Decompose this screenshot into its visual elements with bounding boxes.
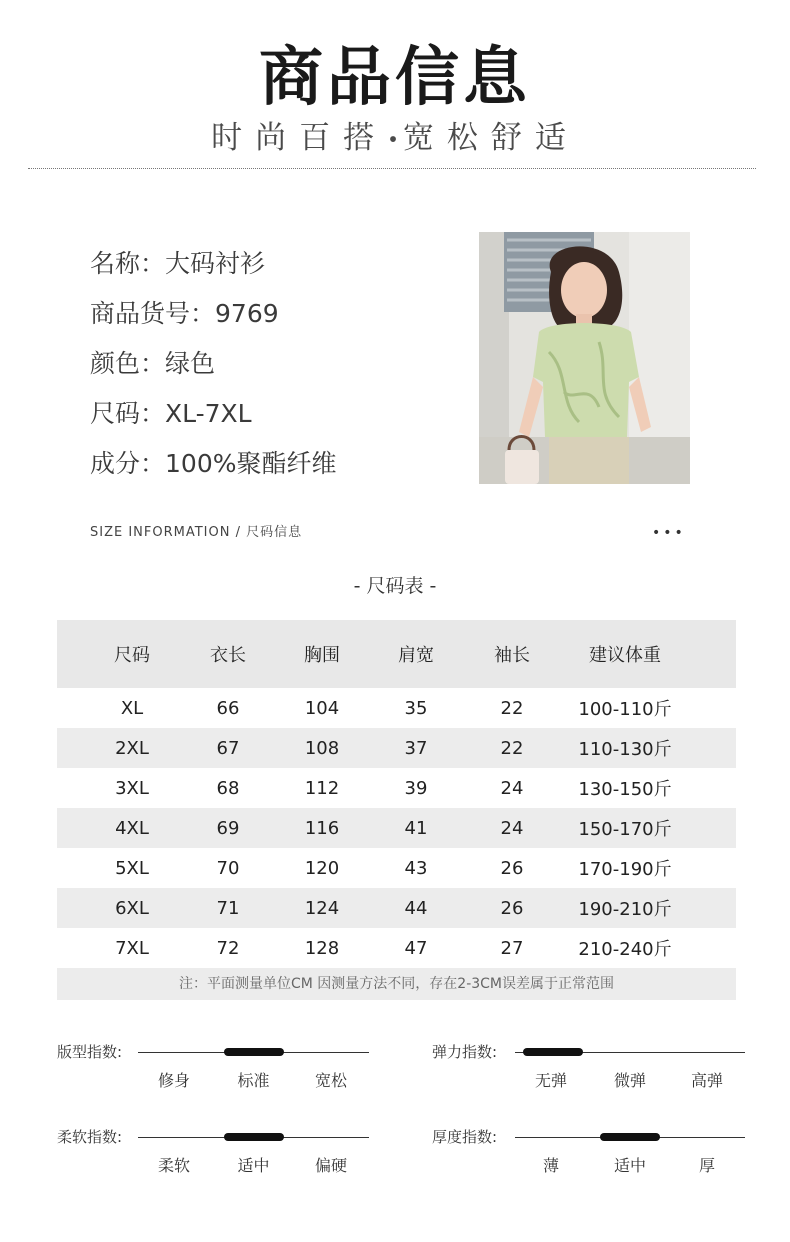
subtitle-dot: • [387,127,403,152]
index-option: 高弹 [690,1071,724,1090]
index-label: 版型指数: [57,1043,123,1061]
info-label: 尺码： [90,399,166,428]
info-row-material [90,444,337,494]
table-cell: 2XL [115,737,149,759]
table-cell: 108 [304,737,340,759]
index-label: 厚度指数: [432,1128,498,1146]
info-label: 颜色： [90,349,166,378]
index-selected-marker [523,1048,583,1056]
index-selected-marker [224,1048,284,1056]
table-row [57,688,736,728]
table-cell: 6XL [115,897,149,919]
column-header: 尺码 [114,645,150,666]
index-option: 适中 [237,1156,270,1175]
table-cell: 4XL [115,817,149,839]
info-value: 绿色 [165,349,216,378]
table-cell: 150-170斤 [578,819,672,840]
table-cell: 110-130斤 [578,739,672,760]
table-cell: 44 [404,897,428,919]
table-cell: 26 [500,897,524,919]
subtitle-right: 宽松舒适 [402,120,579,156]
column-header: 建议体重 [589,645,661,666]
size-table [57,620,736,1000]
page-title: 商品信息 [259,41,531,115]
index-option: 标准 [237,1071,270,1090]
table-cell: 170-190斤 [578,859,672,880]
table-cell: 112 [304,777,340,799]
column-header: 衣长 [210,645,246,666]
table-cell: 104 [304,697,340,719]
table-cell: 24 [500,817,524,839]
index-option: 修身 [157,1071,191,1090]
index-option: 薄 [542,1156,560,1175]
index-option: 柔软 [157,1156,191,1175]
table-cell: 37 [404,737,428,759]
column-header: 袖长 [494,645,530,666]
table-cell: 69 [216,817,240,839]
table-cell: XL [120,697,144,719]
table-cell: 72 [216,937,240,959]
info-row-color [90,344,337,394]
size-table-title: - 尺码表 - [353,575,437,597]
index-option: 适中 [613,1156,647,1175]
index-option: 厚 [698,1156,716,1175]
index-selected-marker [224,1133,284,1141]
table-cell: 39 [404,777,428,799]
table-cell: 47 [404,937,428,959]
table-cell: 43 [404,857,428,879]
index-selected-marker [600,1133,660,1141]
table-cell: 66 [216,697,240,719]
table-cell: 3XL [115,777,149,799]
table-cell: 27 [500,937,524,959]
info-row-size [90,394,337,444]
info-label: 成分： [90,449,166,478]
table-row [57,888,736,928]
table-cell: 67 [216,737,240,759]
table-cell: 130-150斤 [578,779,672,800]
table-cell: 100-110斤 [578,699,672,720]
table-cell: 26 [500,857,524,879]
table-cell: 210-240斤 [578,939,672,960]
index-option: 宽松 [314,1071,348,1090]
info-row-sku [90,294,337,344]
info-row-name [90,244,337,294]
info-value: 9769 [215,299,279,328]
page-subtitle [0,118,790,160]
info-value: 大码衬衫 [165,249,266,278]
table-cell: 68 [216,777,240,799]
info-label: 商品货号： [90,299,216,328]
column-header: 胸围 [304,645,340,666]
info-value: XL-7XL [165,399,252,428]
table-cell: 5XL [115,857,149,879]
table-row [57,928,736,968]
table-cell: 24 [500,777,524,799]
info-value: 100%聚酯纤维 [165,449,337,478]
table-cell: 41 [404,817,428,839]
subtitle-left: 时尚百搭 [211,120,388,156]
index-option: 无弹 [534,1071,568,1090]
table-cell: 124 [304,897,340,919]
table-cell: 128 [304,937,340,959]
index-label: 弹力指数: [432,1043,498,1061]
table-cell: 70 [216,857,240,879]
measurement-note: 注：平面测量单位CM 因测量方法不同，存在2-3CM误差属于正常范围 [57,968,736,1000]
table-row [57,848,736,888]
table-cell: 190-210斤 [578,899,672,920]
table-cell: 120 [304,857,340,879]
index-label: 柔软指数: [57,1128,123,1146]
table-header-row [57,620,736,688]
table-cell: 71 [216,897,240,919]
table-row [57,728,736,768]
table-row [57,768,736,808]
more-dots-icon: ••• [652,525,686,541]
table-cell: 35 [404,697,428,719]
index-option: 偏硬 [314,1156,348,1175]
table-cell: 22 [500,697,524,719]
table-row [57,808,736,848]
product-info [90,244,337,494]
index-option: 微弹 [613,1071,647,1090]
product-photo [479,232,690,484]
size-info-heading: SIZE INFORMATION / 尺码信息 [90,525,303,540]
table-cell: 116 [304,817,340,839]
column-header: 肩宽 [398,645,434,666]
model-illustration [479,232,690,484]
table-body [57,688,736,968]
header-divider [28,168,756,169]
table-cell: 22 [500,737,524,759]
table-cell: 7XL [115,937,149,959]
info-label: 名称： [90,249,166,278]
